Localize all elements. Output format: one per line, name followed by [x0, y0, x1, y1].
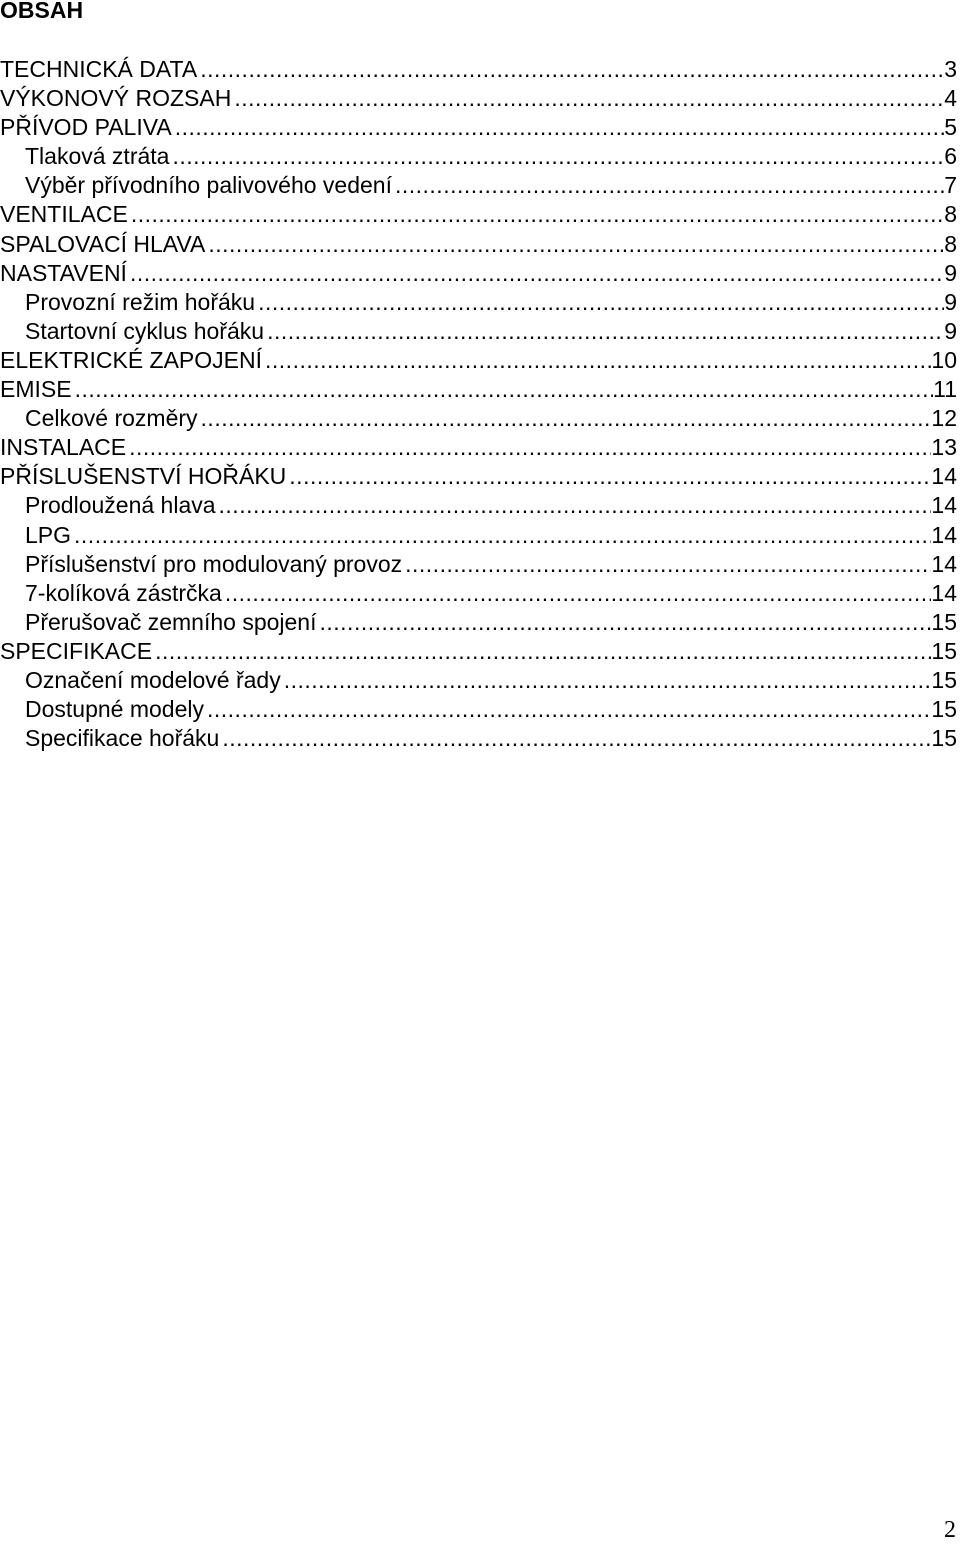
dot-leader: [72, 375, 934, 404]
toc-entry[interactable]: [0, 579, 960, 608]
toc-entry-label: Prodloužená hlava: [25, 492, 216, 519]
dot-leader: [128, 200, 944, 229]
toc-entry-label: Provozní režim hořáku: [25, 288, 256, 315]
dot-leader: [255, 288, 944, 317]
toc-entry-label: Příslušenství pro modulovaný provoz: [25, 550, 403, 577]
page-number: 2: [944, 1517, 956, 1543]
toc-entry-page: 10: [931, 346, 957, 373]
toc-entry[interactable]: [0, 550, 960, 579]
dot-leader: [152, 637, 931, 666]
toc-entry-label: Označení modelové řady: [25, 666, 281, 693]
toc-entry-label: Přerušovač zemního spojení: [25, 608, 317, 635]
toc-entry-label: PŘÍSLUŠENSTVÍ HOŘÁKU: [0, 463, 287, 490]
toc-entry[interactable]: [0, 491, 960, 520]
toc-entry[interactable]: [0, 462, 960, 491]
toc-entry-label: EMISE: [0, 376, 72, 403]
dot-leader: [198, 404, 932, 433]
dot-leader: [216, 491, 932, 520]
toc-entry[interactable]: [0, 200, 960, 229]
dot-leader: [71, 521, 931, 550]
dot-leader: [231, 84, 944, 113]
toc-entry[interactable]: [0, 171, 960, 200]
toc-entry-label: VÝKONOVÝ ROZSAH: [0, 85, 232, 112]
toc-entry-page: 8: [944, 230, 957, 257]
dot-leader: [197, 55, 944, 84]
toc-entry-label: 7-kolíková zástrčka: [25, 579, 222, 606]
dot-leader: [281, 666, 932, 695]
toc-entry[interactable]: [0, 55, 960, 84]
dot-leader: [172, 113, 945, 142]
toc-entry[interactable]: [0, 230, 960, 259]
toc-entry[interactable]: [0, 346, 960, 375]
toc-entry[interactable]: [0, 113, 960, 142]
toc-entry-page: 9: [944, 288, 957, 315]
toc-entry-page: 14: [931, 492, 957, 519]
toc-entry-page: 14: [931, 521, 957, 548]
toc-entry-page: 8: [944, 201, 957, 228]
toc-entry[interactable]: [0, 433, 960, 462]
dot-leader: [219, 724, 931, 753]
toc-entry[interactable]: [0, 288, 960, 317]
dot-leader: [169, 142, 944, 171]
toc-entry[interactable]: [0, 404, 960, 433]
dot-leader: [402, 550, 931, 579]
toc-entry-label: Tlaková ztráta: [25, 143, 170, 170]
toc-entry-page: 14: [931, 463, 957, 490]
toc-entry-page: 14: [931, 550, 957, 577]
toc-entry-label: Startovní cyklus hořáku: [25, 317, 265, 344]
toc-entry-page: 6: [944, 143, 957, 170]
toc-entry[interactable]: [0, 259, 960, 288]
toc-entry[interactable]: [0, 637, 960, 666]
toc-entry-page: 4: [944, 85, 957, 112]
table-of-contents: [0, 55, 960, 753]
toc-entry-label: TECHNICKÁ DATA: [0, 56, 198, 82]
toc-entry-label: NASTAVENÍ: [0, 259, 127, 286]
dot-leader: [392, 171, 944, 200]
toc-entry[interactable]: [0, 724, 960, 753]
dot-leader: [262, 346, 931, 375]
toc-entry-page: 9: [944, 317, 957, 344]
toc-entry[interactable]: [0, 317, 960, 346]
toc-entry-label: LPG: [25, 521, 72, 548]
toc-entry[interactable]: [0, 84, 960, 113]
toc-entry-label: VENTILACE: [0, 201, 128, 228]
toc-entry[interactable]: [0, 142, 960, 171]
toc-entry-page: 14: [931, 579, 957, 606]
toc-entry-page: 12: [931, 405, 957, 432]
toc-entry-page: 13: [931, 434, 957, 461]
toc-entry-page: 15: [931, 666, 957, 693]
dot-leader: [222, 579, 932, 608]
toc-entry-label: Dostupné modely: [25, 696, 204, 723]
toc-entry-page: 7: [944, 172, 957, 199]
toc-entry-page: 15: [931, 608, 957, 635]
toc-entry-page: 15: [931, 696, 957, 723]
toc-entry-label: Výběr přívodního palivového vedení: [25, 172, 392, 199]
toc-entry-page: 11: [933, 376, 957, 403]
toc-entry-label: SPALOVACÍ HLAVA: [0, 230, 206, 257]
toc-entry-label: ELEKTRICKÉ ZAPOJENÍ: [0, 346, 263, 373]
toc-entry[interactable]: [0, 666, 960, 695]
toc-entry-label: Specifikace hořáku: [25, 725, 220, 752]
toc-entry[interactable]: [0, 521, 960, 550]
toc-entry[interactable]: [0, 695, 960, 724]
dot-leader: [264, 317, 944, 346]
toc-entry-page: 15: [931, 725, 957, 752]
toc-entry[interactable]: [0, 375, 960, 404]
toc-entry[interactable]: [0, 608, 960, 637]
dot-leader: [126, 433, 931, 462]
dot-leader: [317, 608, 932, 637]
toc-entry-page: 5: [944, 114, 957, 141]
dot-leader: [127, 259, 944, 288]
toc-entry-label: INSTALACE: [0, 434, 127, 461]
dot-leader: [286, 462, 931, 491]
toc-entry-page: 3: [944, 56, 957, 82]
toc-entry-page: 15: [931, 637, 957, 664]
dot-leader: [204, 695, 931, 724]
toc-entry-page: 9: [944, 259, 957, 286]
toc-entry-label: Celkové rozměry: [25, 405, 198, 432]
toc-title: OBSAH: [0, 0, 84, 23]
dot-leader: [205, 230, 944, 259]
toc-entry-label: SPECIFIKACE: [0, 637, 153, 664]
toc-entry-label: PŘÍVOD PALIVA: [0, 114, 172, 141]
